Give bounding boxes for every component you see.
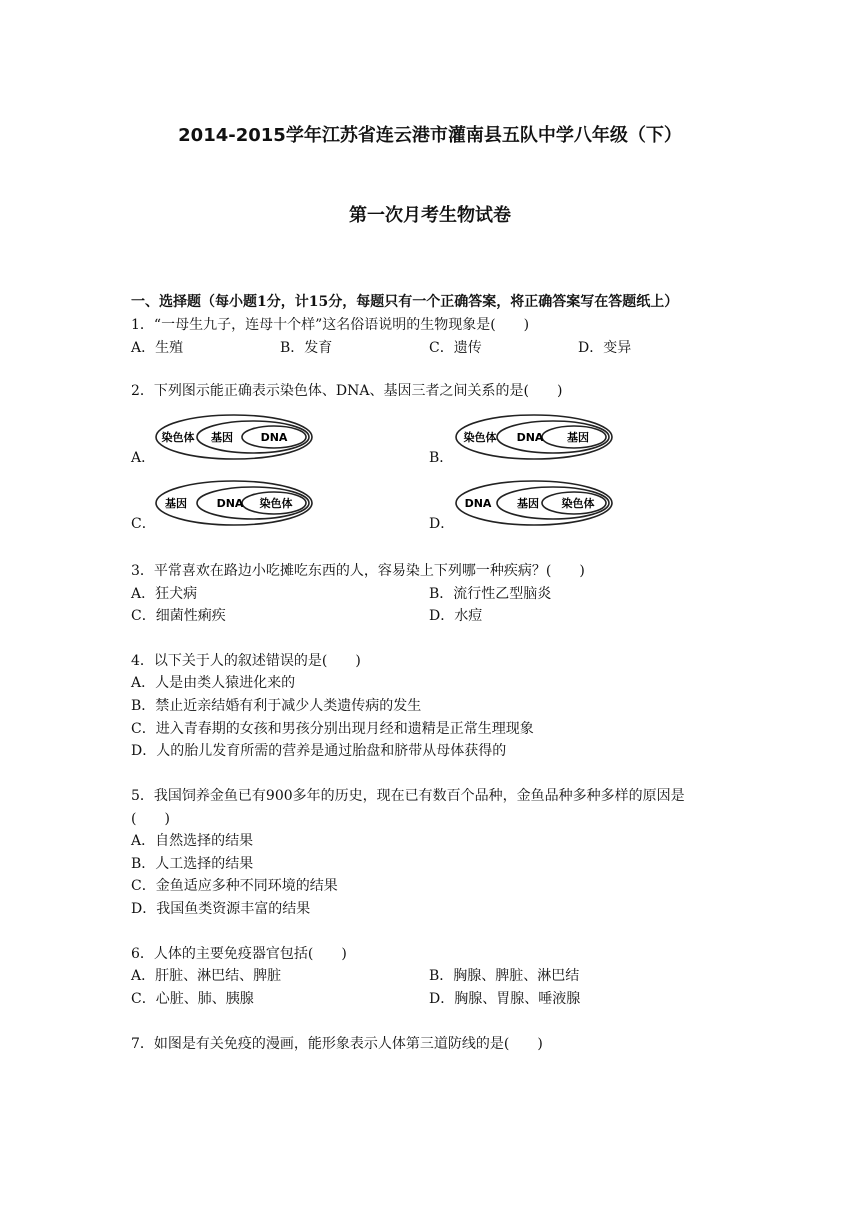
- question-4-option-b: B．禁止近亲结婚有利于减少人类遗传病的发生: [131, 698, 422, 714]
- diagram-b-middle-label: DNA: [516, 431, 544, 444]
- diagram-d-inner-label: 染色体: [561, 497, 595, 510]
- question-5-option-a: A．自然选择的结果: [131, 833, 254, 849]
- diagram-c-middle-label: DNA: [216, 497, 244, 510]
- question-2-diagram-d: [454, 478, 614, 532]
- question-6-option-d: D．胸腺、胃腺、唾液腺: [429, 991, 581, 1007]
- diagram-a-middle-label: 基因: [211, 431, 233, 444]
- question-3-stem: 3．平常喜欢在路边小吃摊吃东西的人，容易染上下列哪一种疾病？( ): [131, 563, 585, 579]
- question-4-option-a: A．人是由类人猿进化来的: [131, 675, 296, 691]
- question-2-diagram-a: [154, 412, 314, 466]
- diagram-b-outer-label: 染色体: [463, 431, 497, 444]
- question-1-stem: 1．“一母生九子，连母十个样”这名俗语说明的生物现象是( ): [131, 317, 530, 333]
- question-5-option-b: B．人工选择的结果: [131, 856, 254, 872]
- question-2-option-c: C．: [131, 516, 156, 532]
- question-4-option-c: C．进入青春期的女孩和男孩分别出现月经和遗精是正常生理现象: [131, 721, 534, 737]
- question-1-option-d: D．变异: [578, 340, 632, 356]
- question-4-stem: 4．以下关于人的叙述错误的是( ): [131, 653, 361, 669]
- exam-subtitle: 第一次月考生物试卷: [349, 205, 511, 226]
- question-6-stem: 6．人体的主要免疫器官包括( ): [131, 946, 347, 962]
- question-1-option-a: A．生殖: [131, 340, 184, 356]
- question-6-option-c: C．心脏、肺、胰腺: [131, 991, 254, 1007]
- question-2-diagram-c: [154, 478, 314, 532]
- exam-title: 2014-2015学年江苏省连云港市灌南县五队中学八年级（下）: [178, 125, 682, 146]
- diagram-b-inner-label: 基因: [567, 431, 589, 444]
- diagram-a-inner-label: DNA: [260, 431, 288, 444]
- question-2-option-a: A．: [131, 450, 156, 466]
- question-2-stem: 2．下列图示能正确表示染色体、DNA、基因三者之间关系的是( ): [131, 383, 563, 399]
- question-2-option-b: B．: [429, 450, 454, 466]
- section-heading: 一、选择题（每小题1分，计15分，每题只有一个正确答案，将正确答案写在答题纸上）: [131, 294, 679, 310]
- question-6-option-a: A．肝脏、淋巴结、脾脏: [131, 968, 282, 984]
- diagram-d-outer-label: DNA: [464, 497, 492, 510]
- question-2-diagram-b: [454, 412, 614, 466]
- diagram-c-inner-label: 染色体: [259, 497, 293, 510]
- question-3-option-c: C．细菌性痢疾: [131, 608, 226, 624]
- question-3-option-a: A．狂犬病: [131, 586, 198, 602]
- question-7-stem: 7．如图是有关免疫的漫画，能形象表示人体第三道防线的是( ): [131, 1036, 543, 1052]
- question-1-option-b: B．发育: [280, 340, 333, 356]
- question-5-option-d: D．我国鱼类资源丰富的结果: [131, 901, 311, 917]
- diagram-d-middle-label: 基因: [517, 497, 539, 510]
- question-5-stem: 5．我国饲养金鱼已有900多年的历史，现在已有数百个品种，金鱼品种多种多样的原因是: [131, 788, 685, 804]
- question-5-stem-cont: ( ): [131, 811, 170, 827]
- question-6-option-b: B．胸腺、脾脏、淋巴结: [429, 968, 580, 984]
- question-3-option-b: B．流行性乙型脑炎: [429, 586, 552, 602]
- question-2-option-d: D．: [429, 516, 455, 532]
- question-1-option-c: C．遗传: [429, 340, 482, 356]
- diagram-c-outer-label: 基因: [165, 497, 187, 510]
- diagram-a-outer-label: 染色体: [161, 431, 195, 444]
- question-5-option-c: C．金鱼适应多种不同环境的结果: [131, 878, 338, 894]
- question-4-option-d: D．人的胎儿发育所需的营养是通过胎盘和脐带从母体获得的: [131, 743, 507, 759]
- question-3-option-d: D．水痘: [429, 608, 483, 624]
